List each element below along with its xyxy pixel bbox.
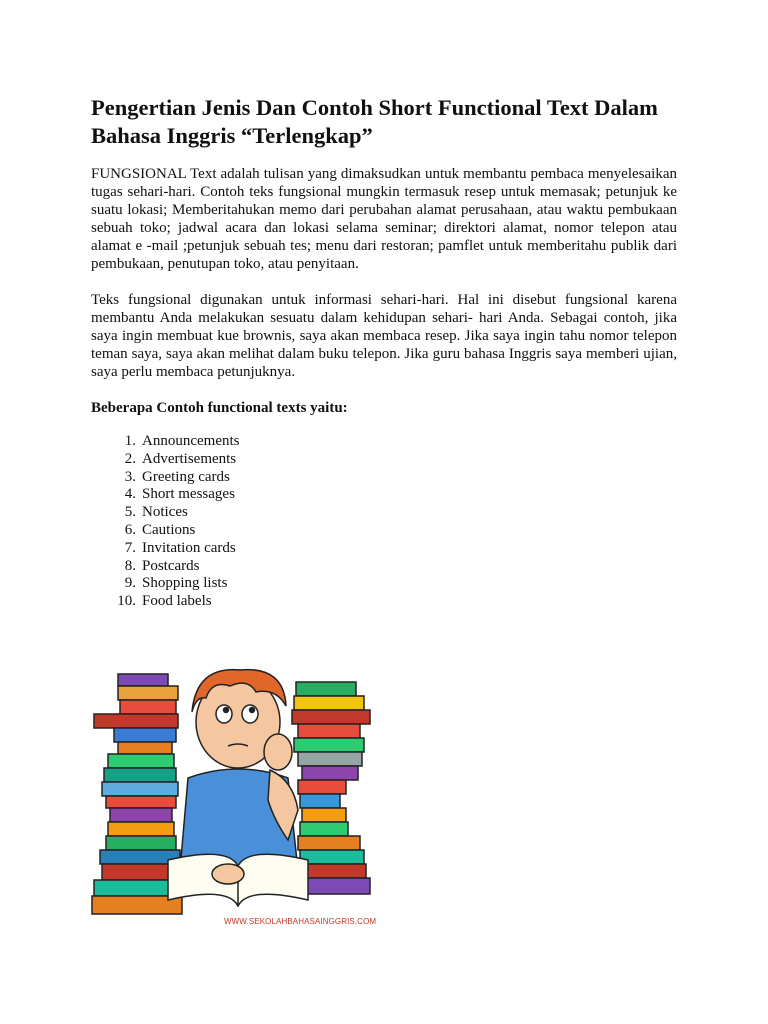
page-title: Pengertian Jenis Dan Contoh Short Functional Text Dalam Bahasa Inggris “Terlengkap” <box>91 95 658 148</box>
list-item <box>91 575 239 593</box>
list-item <box>91 486 239 504</box>
list-item-number: 9. <box>124 575 136 592</box>
image-credit: WWW.SEKOLAHBAHASAINGGRIS.COM <box>224 917 377 926</box>
list-item-number: 1. <box>124 433 136 449</box>
boy <box>168 670 308 906</box>
list-item-text: Postcards <box>142 557 200 574</box>
list-item-text: Advertisements <box>142 450 237 467</box>
list-item-text: Greeting cards <box>142 468 230 485</box>
boy-with-books-illustration <box>88 660 388 930</box>
list-item-number: 6. <box>124 521 136 538</box>
list-item-number: 5. <box>124 504 136 521</box>
examples-list <box>91 433 239 611</box>
list-item-text: Notices <box>142 504 188 521</box>
list-item-text: Shopping lists <box>142 575 228 592</box>
list-item <box>91 593 239 611</box>
list-item <box>91 469 239 487</box>
list-item-text: Short messages <box>142 486 235 503</box>
list-item <box>91 451 239 469</box>
list-item-number: 8. <box>124 557 136 574</box>
list-item <box>91 433 239 451</box>
list-item-number: 2. <box>124 450 136 467</box>
list-item-text: Announcements <box>142 433 240 449</box>
paragraph-usage: Teks fungsional digunakan untuk informasi sehari-hari. Hal ini disebut fungsional karena membantu Anda melakukan sesuatu dalam kehidupan sehari- hari Anda. Sebagai contoh, jika saya ingin membuat kue brownis, saya akan membaca resep. Jika saya ingin tahu nomor telepon teman saya, saya akan melihat dalam buku telepon. Jika guru bahasa Inggris saya memberi ujian, saya perlu membaca petunjuknya. <box>91 292 677 380</box>
list-item-number: 10. <box>117 593 136 610</box>
list-item-number: 4. <box>124 486 136 503</box>
list-item <box>91 522 239 540</box>
list-item <box>91 558 239 576</box>
list-item-number: 7. <box>124 539 136 556</box>
list-heading: Beberapa Contoh functional texts yaitu: <box>91 400 348 416</box>
list-item-number: 3. <box>124 468 136 485</box>
list-item <box>91 540 239 558</box>
list-item <box>91 504 239 522</box>
paragraph-intro: FUNGSIONAL Text adalah tulisan yang dimaksudkan untuk membantu pembaca menyelesaikan tugas sehari-hari. Contoh teks fungsional mungkin termasuk resep untuk memasak; petunjuk ke suatu lokasi; Memberitahukan memo dari perubahan alamat perusahaan, atau waktu pembukaan sebuah toko; jadwal acara dan lokasi selama seminar; direktori alamat, nomor telepon atau alamat e -mail ;petunjuk sebuah tes; menu dari restoran; pamflet untuk memberitahu publik dari pembukaan, penutupan toko, atau penyitaan. <box>91 166 677 272</box>
list-item-text: Invitation cards <box>142 539 236 556</box>
list-item-text: Cautions <box>142 521 196 538</box>
list-item-text: Food labels <box>142 593 212 610</box>
